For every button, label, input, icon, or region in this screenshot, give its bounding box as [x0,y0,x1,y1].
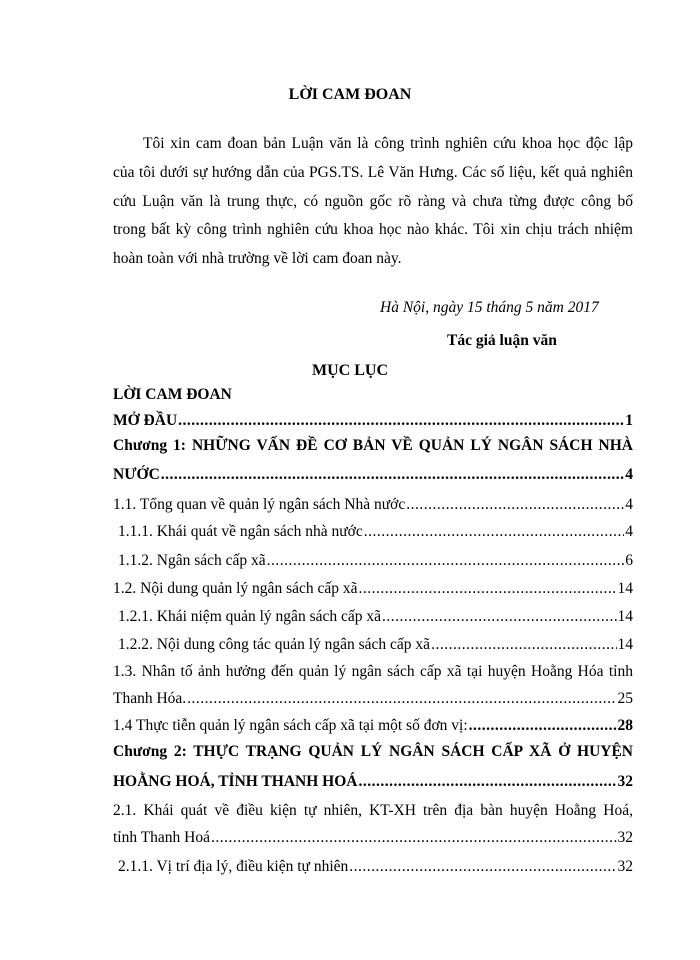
toc-page-number: 4 [625,466,633,483]
toc-leader-dots [364,523,625,541]
toc-entry[interactable] [118,552,633,570]
toc-entry-label: NƯỚC [113,466,160,483]
toc-leader-dots [431,636,616,654]
toc-page-number: 4 [625,523,633,540]
toc-leader-dots [211,829,616,847]
toc-entry-label: 2.1.1. Vị trí địa lý, điều kiện tự nhiên [118,858,349,875]
toc-entry[interactable] [118,608,633,626]
declaration-line: của tôi dưới sự hướng dẫn của PGS.TS. Lê Văn Hưng. Các số liệu, kết quả nghiên [113,163,633,181]
toc-page-number: 4 [625,496,633,513]
toc-leader-dots [382,608,617,626]
declaration-line: Tôi xin cam đoan bản Luận văn là công trình nghiên cứu khoa học độc lập [143,135,633,152]
declaration-line: cứu Luận văn là trung thực, có nguồn gốc rõ ràng và chưa từng được công bố [113,192,633,210]
toc-leader-dots [359,580,617,598]
toc-entry-chapter-2-line1[interactable]: Chương 2: THỰC TRẠNG QUẢN LÝ NGÂN SÁCH CẤP XÃ Ở HUYỆN [113,743,633,760]
toc-entry[interactable] [113,717,633,735]
toc-page-number: 6 [625,552,633,569]
toc-entry-chapter-1-line1[interactable]: Chương 1: NHỮNG VẤN ĐỀ CƠ BẢN VỀ QUẢN LÝ NGÂN SÁCH NHÀ [113,437,633,454]
toc-leader-dots [187,690,616,708]
toc-entry[interactable] [113,580,633,598]
toc-entry-label: HOẰNG HOÁ, TỈNH THANH HOÁ [113,773,358,790]
toc-leader-dots [267,552,625,570]
toc-entry-label: 1.1. Tổng quan về quản lý ngân sách Nhà nước [113,496,406,513]
toc-leader-dots [161,466,624,484]
toc-entry-label: tỉnh Thanh Hoá [113,829,211,846]
toc-page-number: 32 [617,858,633,875]
toc-entry-label: 1.4 Thực tiễn quản lý ngân sách cấp xã tại một số đơn vị: [113,717,468,734]
toc-entry-label: 1.1.2. Ngân sách cấp xã [118,552,266,569]
toc-entry[interactable] [118,636,633,654]
declaration-paragraph [113,130,633,274]
toc-leader-dots [358,773,616,791]
signature-date-place: Hà Nội, ngày 15 tháng 5 năm 2017 [380,299,599,316]
toc-entry[interactable] [113,829,633,847]
toc-entry-label: 1.1.1. Khái quát về ngân sách nhà nước [118,523,363,540]
declaration-line: hoàn toàn với nhà trường về lời cam đoan này. [113,250,402,268]
toc-leader-dots [178,412,624,430]
toc-entry[interactable] [113,773,633,791]
toc-entry[interactable] [113,496,633,514]
toc-entry-label: MỞ ĐẦU [113,412,178,429]
toc-page-number: 25 [617,690,633,707]
toc-title: MỤC LỤC [312,362,388,379]
toc-page-number: 1 [625,412,633,429]
declaration-title: LỜI CAM ĐOAN [288,86,412,103]
toc-leader-dots [469,717,617,735]
declaration-line: trong bất kỳ công trình nghiên cứu khoa học nào khác. Tôi xin chịu trách nhiệm [113,221,633,239]
toc-entry-label: Thanh Hóa. [113,690,187,707]
toc-entry[interactable] [118,858,633,876]
toc-page-number: 14 [617,636,633,653]
toc-leader-dots [406,496,624,514]
toc-entry[interactable] [113,466,633,484]
signature-author-label: Tác giả luận văn [447,332,557,349]
toc-page-number: 28 [617,717,633,734]
toc-entry-label: 1.2. Nội dung quản lý ngân sách cấp xã [113,580,358,597]
toc-entry[interactable] [113,412,633,430]
toc-page-number: 32 [617,829,633,846]
toc-page-number: 32 [617,773,633,790]
toc-entry-label: 1.2.2. Nội dung công tác quản lý ngân sách cấp xã [118,636,431,653]
toc-page-number: 14 [617,608,633,625]
toc-entry[interactable] [118,523,633,541]
toc-entry-1-3-line1[interactable]: 1.3. Nhân tố ảnh hưởng đến quản lý ngân sách cấp xã tại huyện Hoằng Hóa tỉnh [113,663,633,680]
toc-entry-declaration[interactable]: LỜI CAM ĐOAN [113,386,232,403]
toc-entry[interactable] [113,690,633,708]
toc-leader-dots [349,858,616,876]
toc-entry-label: 1.2.1. Khái niệm quản lý ngân sách cấp xã [118,608,381,625]
toc-entry-2-1-line1[interactable]: 2.1. Khái quát về điều kiện tự nhiên, KT-XH trên địa bàn huyện Hoằng Hoá, [113,802,633,819]
toc-page-number: 14 [617,580,633,597]
